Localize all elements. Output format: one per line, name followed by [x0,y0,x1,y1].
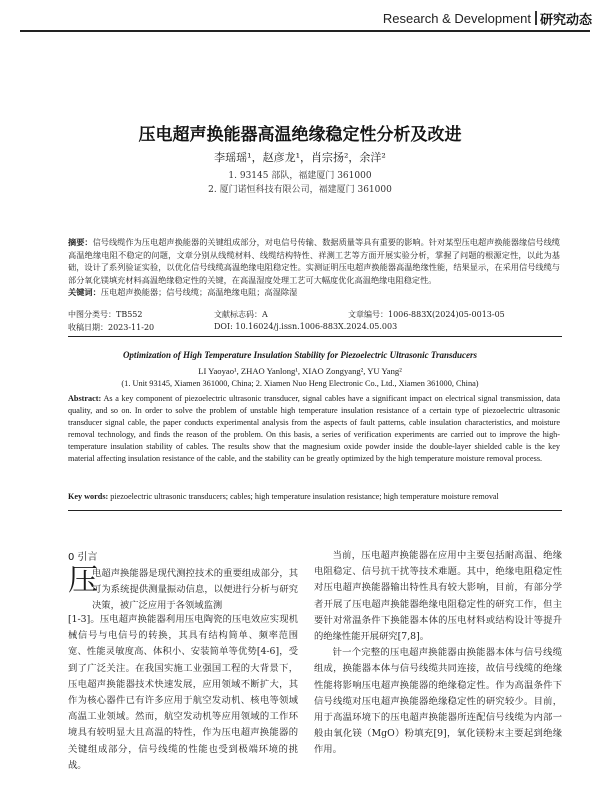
section-heading-intro: 0 引言 [68,552,98,563]
paper-authors: 李瑶瑶¹，赵彦龙¹，肖宗扬²，余洋² [214,151,386,164]
english-title: Optimization of High Temperature Insulation Stability for Piezoelectric Ultrasonic Transducers [122,350,478,360]
header-divider [535,11,537,25]
section-name-en: Research & Development [382,10,531,26]
keywords-cn: 压电超声换能器；信号线缆；高温绝缘电阻；高湿除湿 [100,287,298,298]
english-keywords-label: Key words: [68,492,109,501]
clc-number: 中图分类号：TB552 [68,310,143,319]
document-code: 文献标志码：A [214,310,268,319]
header-rule [20,30,590,32]
intro-right-paragraph-1: 当前，压电超声换能器在应用中主要包括耐高温、绝缘电阻稳定、信号抗干扰等技术难题。其中，绝缘电阻稳定性对压电超声换能器输出特性具有较大影响，目前，有部分学者开展了压电超声换能器绝缘电阻稳定性的研究工作，但主要针对常温条件下换能器本体的压电材料或结构设计等提升的绝缘性能开展研究[7,8]。 [314,550,562,643]
affiliation-1: 1. 93145 部队，福建厦门 361000 [228,171,372,181]
doi: DOI: 10.16024/j.issn.1006-883X.2024.05.003 [214,322,398,331]
english-keywords-text: piezoelectric ultrasonic transducers; cables; high temperature insulation resistance; high temperature moisture removal [110,492,499,501]
english-abstract-label: Abstract: [68,394,102,403]
affiliation-2: 2. 厦门诺恒科技有限公司，福建厦门 361000 [208,185,392,195]
english-abstract [68,393,560,465]
abstract-cn-label: 摘要： [68,237,93,247]
english-abstract-text: As a key component of piezoelectric ultrasonic transducer, signal cables have a significant impact on electrical signal transmission, data quality, and so on. In order to solve the problem of unstable high temperature insulation resistance of a certain type of piezoelectric ultrasonic transducer signal cable, the paper conducts experimental analysis from the aspects of fault patterns, cable insulation characteristics, and moisture removal technology, and finds the reason of the problem. On this basis, a series of verification experiments are carried out to improve the high-temperature insulation stability of cables. The results show that the magnesium oxide powder inside the double-layer shielded cable is the key material affecting insulation resistance of the cable, and the stability can be greatly optimized by the high temperature moisture removal process. [68,394,560,463]
article-number: 文章编号：1006-883X(2024)05-0013-05 [348,310,505,319]
paper-title: 压电超声换能器高温绝缘稳定性分析及改进 [138,125,462,145]
keywords-cn-label: 关键词： [68,287,101,298]
abstract-end-rule [68,510,562,511]
english-authors: LI Yaoyao¹, ZHAO Yanlong¹, XIAO Zongyang², YU Yang² [198,366,402,376]
intro-left-body: [1-3]。压电超声换能器利用压电陶瓷的压电效应实现机械信号与电信号的转换，其具有结构简单、频率范围宽、性能灵敏度高、体积小、安装简单等优势[4-6]，受到了广泛关注。在我国实施工业强国工程的大背景下，压电超声换能器技术快速发展，应用领域不断扩大，其作为核心器件已有许多应用于航空发动机、核电等领域高温工业领域。然而，航空发动机等应用领域的工作环境具有较明显大且高温的特性，作为压电超声换能器的关键组成部分，信号线缆的性能也受到极端环境的挑战。 [68,614,298,771]
abstract-cn-text: 信号线缆作为压电超声换能器的关键组成部分，对电信号传输、数据质量等具有重要的影响。针对某型压电超声换能器缘信号线缆高温绝缘电阻不稳定的问题，文章分别从线缆材料、线缆结构特性、祥测工艺等方面开展实验分析，掌握了问题的根源定性，以此为基础，设计了系列验证实验，以优化信号线缆高温绝缘电阻稳定性。实测证明压电超声换能器高温绝缘性能，结果显示，在采用信号线缆与部分氧化镁填充材料高温绝缘稳定性的关键，在高温湿度处理工艺可大幅度优化高温绝缘电阻稳定性。 [68,237,560,285]
meta-rule [68,336,562,337]
english-affiliations: (1. Unit 93145, Xiamen 361000, China; 2. Xiamen Nuo Heng Electronic Co., Ltd., Xiamen 361000, China) [121,379,479,388]
abstract-cn [68,236,560,299]
intro-right-paragraph-2: 针一个完整的压电超声换能器由换能器本体与信号线缆组成，换能器本体与信号线缆共同连接，故信号线缆的绝缘性能将影响压电超声换能器的绝缘稳定性。作为高温条件下信号线缆对压电超声换能器绝缘稳定性的研究较少。目前，用于高温环境下的压电超声换能器所连配信号线缆为内部一般由氧化镁（MgO）粉填充[9]，氧化镁粉末主要起到绝缘作用。 [314,647,562,756]
meta-row-1 [68,309,568,321]
intro-dropcap: 压 [68,563,98,598]
meta-row-2 [68,322,568,334]
intro-right-column [314,548,562,780]
intro-left-first: 电超声换能器是现代测控技术的重要组成部分，其可为系统提供测量振动信息，以便进行分析与研究决策，被广泛应用于各领域监测 [92,568,298,612]
english-keywords [68,492,560,501]
received-date: 收稿日期：2023-11-20 [68,323,155,332]
journal-section-header [300,6,592,30]
section-name-cn: 研究动态 [539,12,592,28]
